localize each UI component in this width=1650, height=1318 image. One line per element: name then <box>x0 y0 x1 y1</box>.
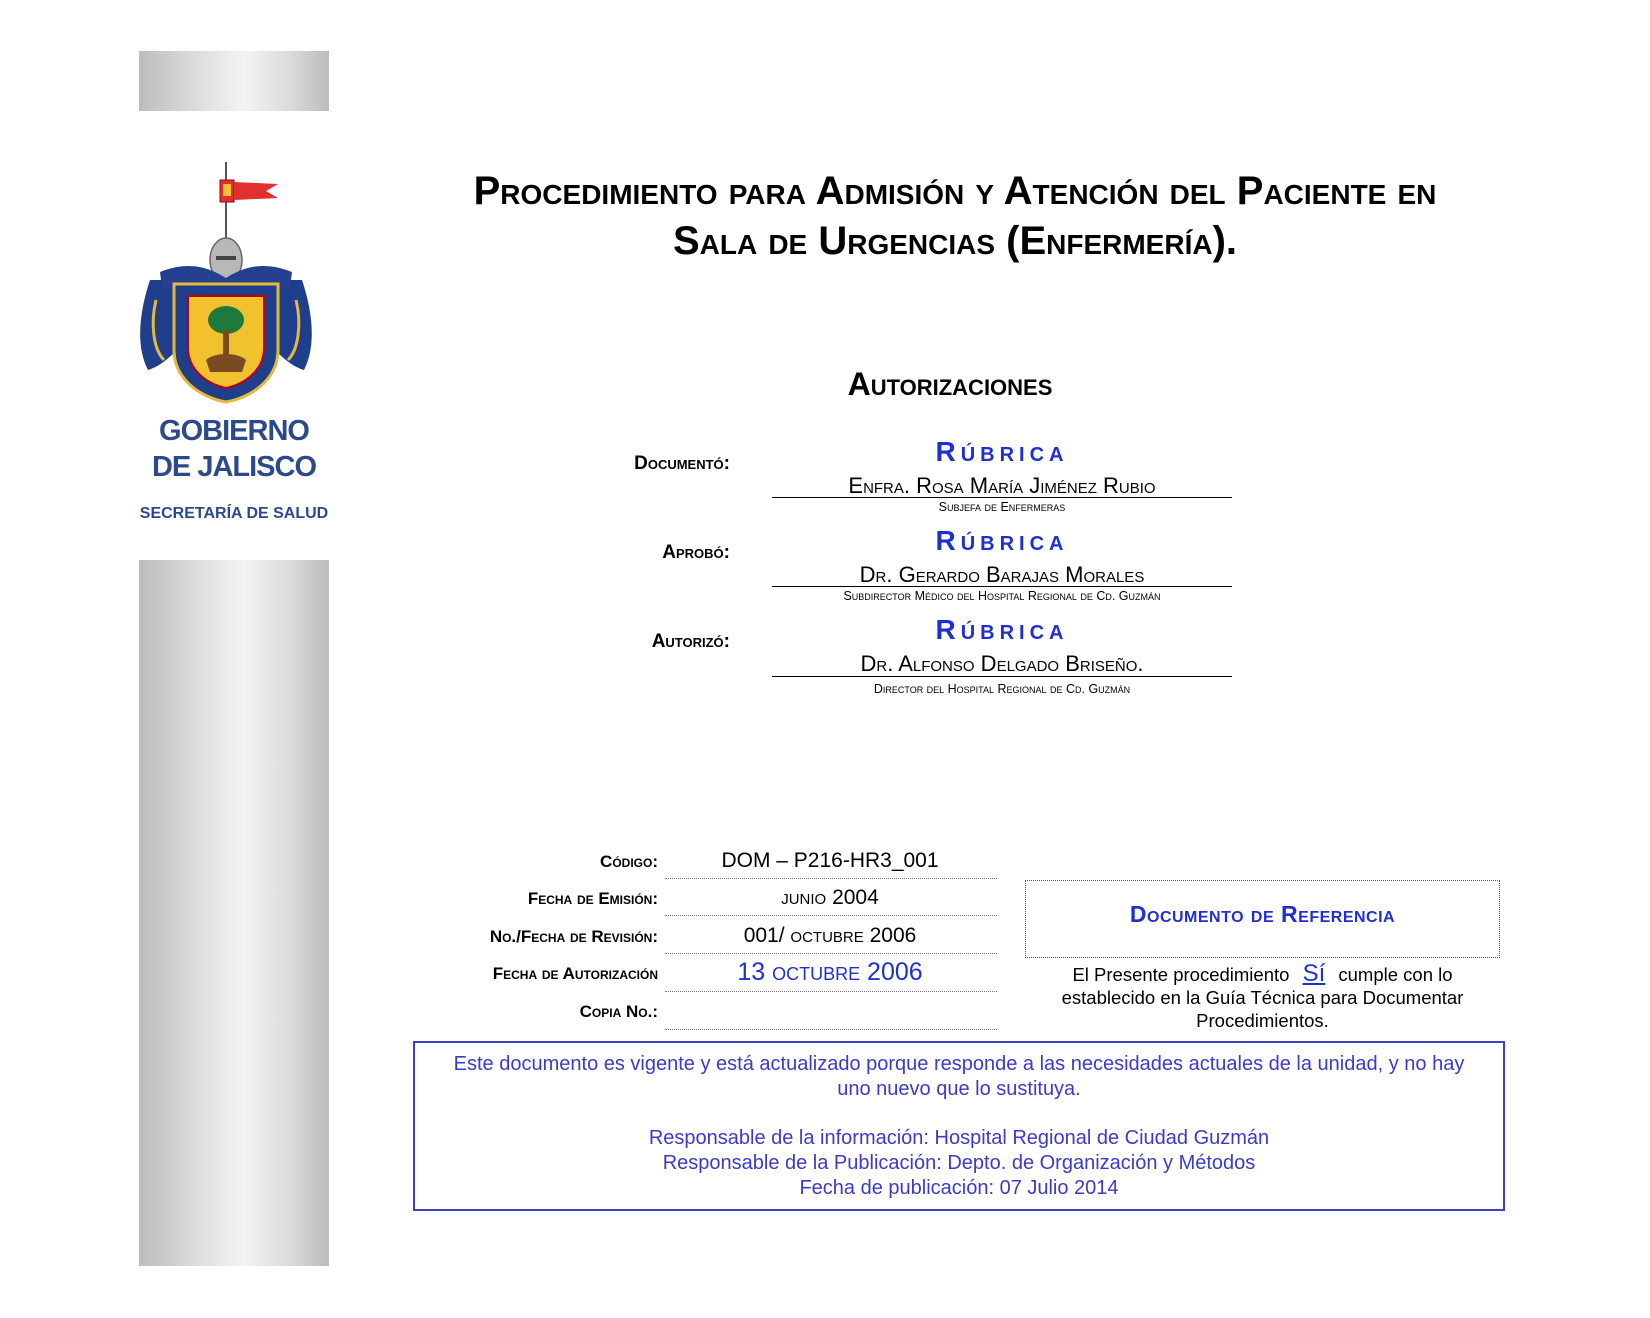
reference-text-before: El Presente procedimiento <box>1072 964 1290 985</box>
validity-statement: Este documento es vigente y está actualizado porque responde a las necesidades actuales de la unidad, y no hay uno nuevo que lo sustituya. <box>453 1053 1465 1100</box>
autorizacion-value <box>665 958 995 987</box>
revision-label: No./Fecha de Revisión: <box>489 927 658 946</box>
row-divider <box>665 953 997 954</box>
emision-year: 2004 <box>832 886 879 909</box>
emision-label: Fecha de Emisión: <box>527 889 658 908</box>
autorizacion-day: 13 <box>737 958 766 986</box>
reference-answer: Sí <box>1302 960 1326 987</box>
fecha-publicacion: Fecha de publicación: 07 Julio 2014 <box>799 1177 1119 1199</box>
autorizacion-year: 2006 <box>867 958 923 986</box>
row-divider <box>665 1029 997 1030</box>
signature-line <box>772 676 1232 677</box>
title-line2: Sala de Urgencias (Enfermería). <box>672 219 1237 263</box>
signer-name: Dr. Alfonso Delgado Briseño. <box>860 651 1144 676</box>
sidebar-bar-top <box>139 51 329 111</box>
jalisco-coat-of-arms-icon <box>130 160 330 408</box>
signer-position: Subjefa de Enfermeras <box>938 500 1066 514</box>
rubric-signature: Rúbrica <box>935 436 1069 467</box>
rubric-signature: Rúbrica <box>935 525 1069 556</box>
document-title <box>380 166 1530 266</box>
authorizations-heading: Autorizaciones <box>847 366 1053 402</box>
revision-number: 001/ <box>743 924 785 947</box>
row-divider <box>665 915 997 916</box>
emision-value <box>665 886 995 910</box>
autorizacion-month: octubre <box>772 958 861 986</box>
reference-statement <box>1025 962 1500 1032</box>
role-label: Aprobó: <box>662 542 730 563</box>
gov-name-line2: DE JALISCO <box>151 451 317 483</box>
row-divider <box>665 878 997 879</box>
signature-line <box>772 497 1232 498</box>
sidebar-bar-bottom <box>139 560 329 1266</box>
responsable-informacion: Responsable de la información: Hospital Regional de Ciudad Guzmán <box>648 1127 1270 1149</box>
responsable-publicacion: Responsable de la Publicación: Depto. de Organización y Métodos <box>662 1152 1256 1174</box>
row-divider <box>665 991 997 992</box>
gov-name-line1: GOBIERNO <box>159 415 309 447</box>
revision-value <box>665 924 995 948</box>
signer-name: Dr. Gerardo Barajas Morales <box>859 562 1145 587</box>
revision-month: octubre <box>790 924 864 947</box>
title-line1: Procedimiento para Admisión y Atención del Paciente en <box>473 169 1437 213</box>
reference-text-after: cumple con lo establecido en la Guía Técnica para Documentar Procedimientos. <box>1061 964 1464 1031</box>
revision-year: 2006 <box>869 924 917 947</box>
role-label: Autorizó: <box>651 631 730 652</box>
signer-position: Subdirector Médico del Hospital Regional de Cd. Guzmán <box>843 589 1161 603</box>
validity-notice-box <box>413 1041 1505 1211</box>
rubric-signature: Rúbrica <box>935 614 1069 645</box>
signature-line <box>772 586 1232 587</box>
codigo-value: DOM – P216-HR3_001 <box>721 849 939 872</box>
autorizacion-label: Fecha de Autorización <box>492 964 658 983</box>
role-label: Documentó: <box>634 453 730 474</box>
signer-position: Director del Hospital Regional de Cd. Guzmán <box>873 682 1131 696</box>
codigo-label: Código: <box>600 852 658 871</box>
copia-label: Copia No.: <box>579 1002 658 1021</box>
emision-month: junio <box>781 886 827 909</box>
government-name <box>139 413 329 485</box>
reference-title: Documento de Referencia <box>1129 901 1396 927</box>
secretariat-label: SECRETARÍA DE SALUD <box>139 505 329 522</box>
signer-name: Enfra. Rosa María Jiménez Rubio <box>848 473 1156 498</box>
